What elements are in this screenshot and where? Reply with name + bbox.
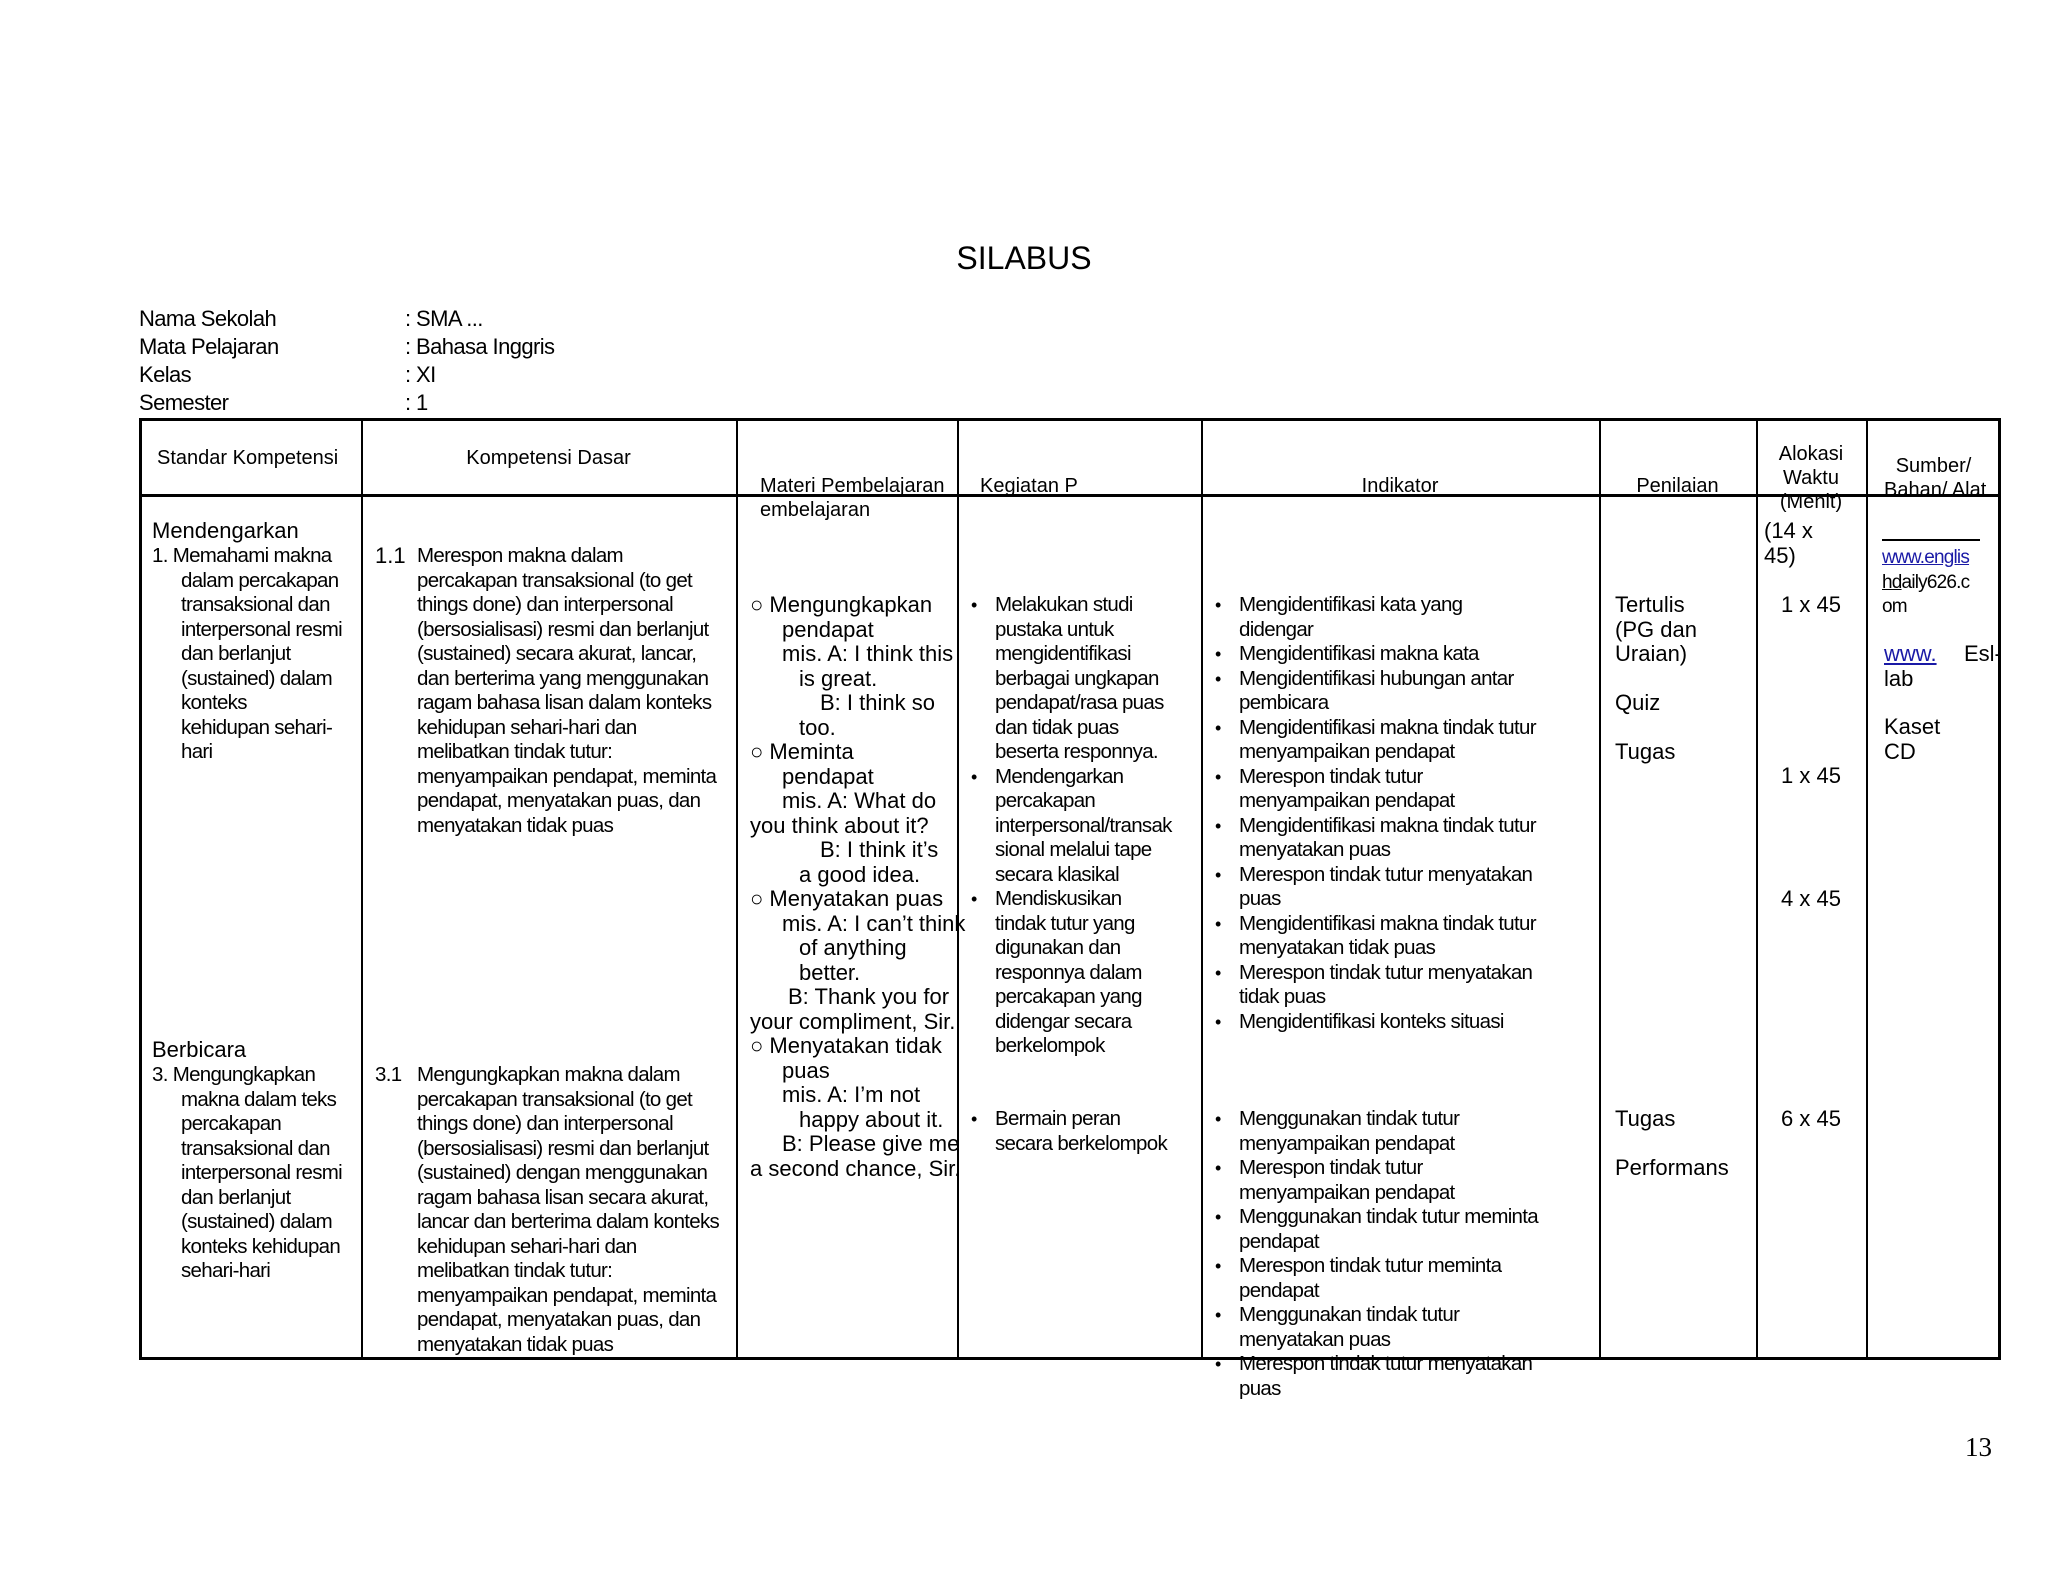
materi-line: mis. A: I think this: [782, 641, 954, 666]
meta-label-class: Kelas: [139, 362, 192, 387]
penilaian-line: Performans: [1615, 1155, 1729, 1180]
meta-label-subject: Mata Pelajaran: [139, 334, 279, 359]
standar-line: interpersonal resmi: [181, 617, 343, 641]
materi-line: your compliment, Sir.: [750, 1008, 956, 1034]
kompetensi-line: things done) dan interpersonal: [417, 1112, 673, 1135]
english-daily-link-rest: aily626.c: [1901, 571, 1970, 593]
penilaian-line: Uraian): [1615, 641, 1688, 666]
materi-line: puas: [782, 1057, 830, 1083]
kompetensi-text-1: [417, 544, 716, 838]
kompetensi-line: melibatkan tindak tutur:: [417, 1259, 613, 1282]
header-penilaian: Penilaian: [1636, 475, 1719, 497]
kompetensi-line: Merespon makna dalam: [417, 544, 623, 567]
penilaian-line: Tugas: [1615, 739, 1676, 764]
indikator-item: • Mengidentifikasi makna tindak tutur menyampaikan pendapat: [1211, 716, 1541, 765]
standar-line: interpersonal resmi: [181, 1161, 343, 1184]
materi-line: mis. A: I can’t think: [782, 910, 966, 936]
standar-line: dan berlanjut: [181, 1185, 291, 1209]
esl-lab-link[interactable]: www.: [1884, 641, 1937, 666]
penilaian-spacer: [1615, 716, 1697, 741]
kompetensi-line: menyatakan tidak puas: [417, 1332, 614, 1356]
indikator-item: • Mengidentifikasi makna kata: [1211, 642, 1541, 667]
penilaian-line: Quiz: [1615, 690, 1661, 715]
english-daily-link-part[interactable]: hd: [1882, 571, 1902, 593]
meta-value-subject: : Bahasa Inggris: [405, 334, 555, 359]
kompetensi-line: dan berterima yang menggunakan: [417, 666, 709, 690]
indikator-item: • Merespon tindak tutur menyatakan puas: [1211, 863, 1541, 912]
column-divider: [1201, 418, 1203, 1360]
materi-content: [750, 593, 965, 1181]
indikator-item: • Mengidentifikasi makna tindak tutur menyatakan puas: [1211, 814, 1541, 863]
column-divider: [1866, 418, 1868, 1360]
kompetensi-number-1: 1.1: [375, 543, 406, 568]
kompetensi-line: ragam bahasa lisan dalam konteks: [417, 691, 712, 714]
meta-value-semester: : 1: [405, 390, 428, 415]
materi-line: too.: [799, 714, 836, 740]
materi-line: B: I think it’s: [820, 837, 939, 862]
standar-line: hari: [181, 740, 213, 763]
indikator-item: • Merespon tindak tutur menyampaikan pendapat: [1211, 1156, 1541, 1205]
materi-line: mis. A: I’m not: [782, 1082, 921, 1107]
penilaian-group-2: [1615, 1107, 1729, 1181]
standar-line: transaksional dan: [181, 593, 330, 616]
sumber-link-2[interactable]: [1884, 641, 2002, 691]
header-alokasi: Alokasi: [1778, 443, 1844, 465]
header-kegiatan: Kegiatan P: [980, 475, 1078, 497]
materi-line: a good idea.: [799, 861, 921, 887]
header-materi: Materi Pembelajaran: [760, 475, 945, 497]
alokasi-2: 1 x 45: [1781, 763, 1841, 788]
indikator-item: • Mengidentifikasi hubungan antar pembicara: [1211, 667, 1541, 716]
standar-line: (sustained) dalam: [181, 1210, 333, 1233]
sumber-link-1[interactable]: [1882, 546, 1969, 620]
page-number: 13: [1965, 1432, 1992, 1462]
penilaian-line: (PG dan: [1615, 616, 1697, 642]
kompetensi-line: percakapan transaksional (to get: [417, 568, 693, 592]
indikator-item: • Mengidentifikasi konteks situasi: [1211, 1010, 1541, 1035]
penilaian-line: Tertulis: [1615, 592, 1685, 617]
materi-line: ○ Mengungkapkan: [750, 592, 933, 617]
sumber-rule: [1882, 539, 1980, 541]
kegiatan-item: • Mendengarkan percakapan interpersonal/transak sional melalui tape secara klasikal: [967, 765, 1173, 888]
materi-line: better.: [799, 959, 861, 985]
indikator-item: • Menggunakan tindak tutur meminta pendapat: [1211, 1205, 1541, 1254]
materi-line: a second chance, Sir.: [750, 1155, 961, 1181]
penilaian-group-1: [1615, 593, 1697, 765]
esl-lab-link-end: lab: [1884, 665, 1914, 691]
sumber-media-line: Kaset: [1884, 714, 1941, 739]
materi-line: pendapat: [782, 763, 874, 789]
kompetensi-line: (sustained) dengan menggunakan: [417, 1161, 708, 1184]
kompetensi-line: menyampaikan pendapat, meminta: [417, 1283, 717, 1307]
materi-line: ○ Menyatakan tidak: [750, 1033, 942, 1058]
standar-heading-speaking: Berbicara: [152, 1037, 247, 1062]
standar-line: sehari-hari: [181, 1259, 271, 1282]
kompetensi-line: pendapat, menyatakan puas, dan: [417, 1308, 701, 1331]
kompetensi-line: pendapat, menyatakan puas, dan: [417, 789, 701, 812]
kompetensi-line: melibatkan tindak tutur:: [417, 740, 613, 763]
indikator-item: • Merespon tindak tutur meminta pendapat: [1211, 1254, 1541, 1303]
syllabus-table: [139, 418, 2002, 1400]
materi-line: mis. A: What do: [782, 788, 937, 813]
header-alokasi-waktu: Waktu: [1783, 467, 1839, 489]
alokasi-total-line: 45): [1764, 542, 1796, 568]
kompetensi-line: kehidupan sehari-hari dan: [417, 715, 637, 739]
kompetensi-line: (bersosialisasi) resmi dan berlanjut: [417, 1136, 709, 1160]
kompetensi-line: ragam bahasa lisan secara akurat,: [417, 1185, 709, 1209]
kegiatan-item: • Melakukan studi pustaka untuk mengidentifikasi berbagai ungkapan pendapat/rasa puas dan tidak puas beserta responnya.: [967, 593, 1173, 765]
kegiatan-item: • Mendiskusikan tindak tutur yang digunakan dan responnya dalam percakapan yang didengar secara berkelompok: [967, 887, 1173, 1059]
materi-line: ○ Meminta: [750, 739, 854, 764]
kegiatan-group-1: [967, 593, 1173, 1059]
column-divider: [736, 418, 738, 1360]
materi-line: is great.: [799, 665, 878, 691]
indikator-item: • Mengidentifikasi kata yang didengar: [1211, 593, 1541, 642]
kompetensi-line: (bersosialisasi) resmi dan berlanjut: [417, 617, 709, 641]
kompetensi-line: Mengungkapkan makna dalam: [417, 1063, 680, 1086]
standar-line: makna dalam teks: [181, 1087, 337, 1111]
penilaian-line: Tugas: [1615, 1106, 1676, 1131]
header-sumber: Sumber/: [1895, 455, 1972, 477]
materi-line: B: Thank you for: [788, 984, 950, 1009]
header-indikator: Indikator: [1361, 475, 1439, 497]
standar-line: transaksional dan: [181, 1136, 330, 1160]
english-daily-link[interactable]: www.englis: [1882, 547, 1970, 568]
materi-line: of anything: [799, 935, 907, 960]
materi-line: ○ Menyatakan puas: [750, 886, 944, 911]
materi-line: you think about it?: [750, 812, 929, 838]
standar-line: konteks: [181, 691, 247, 714]
indikator-group-2: [1211, 1107, 1541, 1401]
alokasi-total-line: (14 x: [1764, 518, 1813, 543]
kompetensi-text-2: [417, 1063, 719, 1357]
header-sumber-bahan: Bahan/ Alat: [1884, 479, 1987, 501]
indikator-group-1: [1211, 593, 1541, 1034]
alokasi-total: [1764, 519, 1813, 568]
indikator-item: • Merespon tindak tutur menyatakan tidak puas: [1211, 961, 1541, 1010]
meta-value-class: : XI: [405, 362, 436, 387]
kompetensi-line: kehidupan sehari-hari dan: [417, 1234, 637, 1258]
standar-line: konteks kehidupan: [181, 1234, 341, 1258]
indikator-item: • Merespon tindak tutur menyampaikan pendapat: [1211, 765, 1541, 814]
standar-item-1: [152, 544, 342, 765]
kompetensi-line: (sustained) secara akurat, lancar,: [417, 642, 697, 665]
standar-line: (sustained) dalam: [181, 666, 333, 690]
materi-line: B: Please give me: [782, 1131, 960, 1156]
header-standar: Standar Kompetensi: [157, 447, 339, 469]
english-daily-link-end: om: [1882, 596, 1907, 617]
indikator-item: • Menggunakan tindak tutur menyatakan puas: [1211, 1303, 1541, 1352]
kegiatan-item: • Bermain peran secara berkelompok: [967, 1107, 1173, 1156]
standar-heading-listening: Mendengarkan: [152, 518, 299, 543]
header-alokasi-menit: (Menit): [1779, 491, 1843, 513]
kompetensi-line: percakapan transaksional (to get: [417, 1087, 693, 1111]
page-title: SILABUS: [956, 240, 1092, 276]
kompetensi-line: things done) dan interpersonal: [417, 593, 673, 616]
penilaian-spacer: [1615, 667, 1697, 692]
kompetensi-number-2: 3.1: [375, 1063, 402, 1086]
alokasi-3: 4 x 45: [1781, 886, 1841, 911]
indikator-item: • Menggunakan tindak tutur menyampaikan pendapat: [1211, 1107, 1541, 1156]
penilaian-spacer: [1615, 1132, 1729, 1157]
meta-label-semester: Semester: [139, 390, 229, 415]
materi-line: B: I think so: [820, 690, 935, 715]
standar-line: dan berlanjut: [181, 642, 291, 665]
kegiatan-group-2: [967, 1107, 1173, 1156]
indikator-item: • Merespon tindak tutur menyatakan puas: [1211, 1352, 1541, 1401]
kompetensi-line: menyampaikan pendapat, meminta: [417, 764, 717, 788]
materi-line: pendapat: [782, 616, 874, 642]
kompetensi-line: lancar dan berterima dalam konteks: [417, 1210, 720, 1233]
column-divider: [1599, 418, 1601, 1360]
standar-line: percakapan: [181, 1112, 282, 1135]
indikator-item: • Mengidentifikasi makna tindak tutur menyatakan tidak puas: [1211, 912, 1541, 961]
alokasi-4: 6 x 45: [1781, 1106, 1841, 1131]
header-kompetensi: Kompetensi Dasar: [466, 447, 631, 469]
meta-value-school: : SMA ...: [405, 306, 483, 331]
standar-line: dalam percakapan: [181, 568, 339, 592]
meta-label-school: Nama Sekolah: [139, 306, 277, 331]
standar-line: kehidupan sehari-: [181, 715, 333, 739]
standar-item-3: [152, 1063, 342, 1284]
esl-lab-link-text: Esl-: [1964, 641, 2002, 666]
kompetensi-line: menyatakan tidak puas: [417, 813, 614, 837]
materi-line: happy about it.: [799, 1106, 944, 1132]
sumber-media-line: CD: [1884, 738, 1916, 764]
sumber-media: [1884, 715, 1940, 764]
alokasi-1: 1 x 45: [1781, 592, 1841, 617]
standar-line: 1. Memahami makna: [152, 544, 332, 567]
header-materi-continued: embelajaran: [760, 499, 871, 521]
standar-line: 3. Mengungkapkan: [152, 1063, 316, 1086]
column-divider: [361, 418, 363, 1360]
